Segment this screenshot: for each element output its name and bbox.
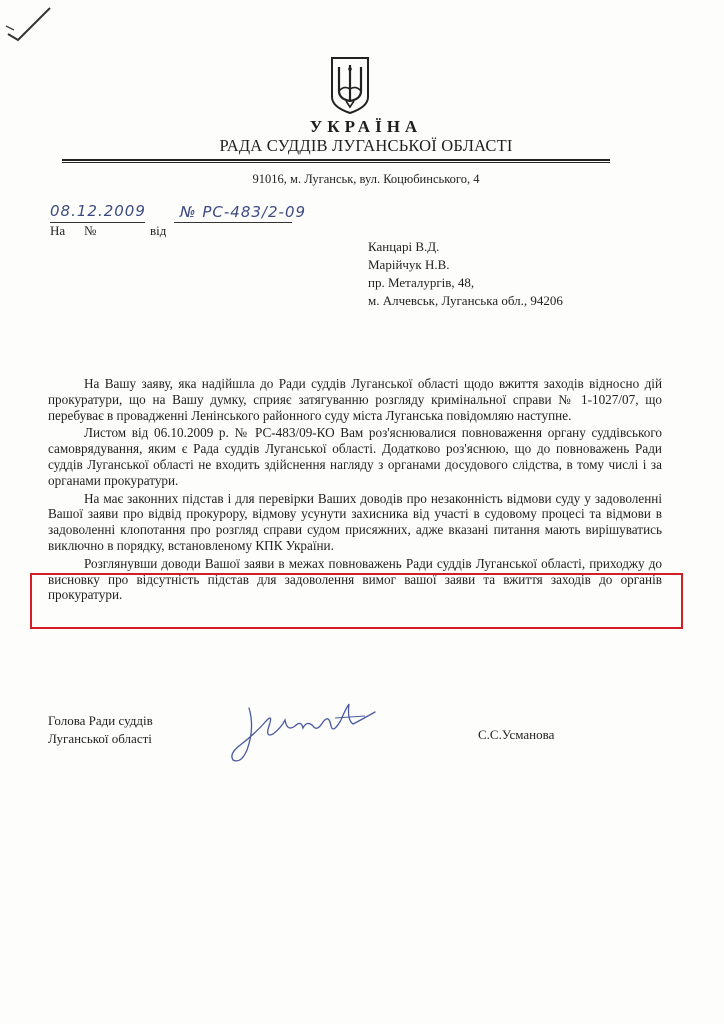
ref-na-label: На [50, 223, 66, 238]
ref-number-label: № [84, 223, 97, 238]
council-title: РАДА СУДДІВ ЛУГАНСЬКОЇ ОБЛАСТІ [219, 136, 513, 155]
handwritten-date: 08.12.2009 [50, 202, 146, 220]
body-paragraph: На Вашу заяву, яка надійшла до Ради суддів Луганської області щодо вжиття заходів відносно дій прокуратури, що на Вашу думку, сприяє затягуванню розгляду кримінальної справи № 1-1027/07, що перебуває в провадженні Ленінського районного суду міста Луганська повідомляю наступне. [48, 376, 662, 423]
corner-check-mark [4, 4, 54, 44]
position-line: Луганської області [48, 731, 152, 746]
number-underline [174, 222, 292, 223]
recipient-line: пр. Металургів, 48, [368, 275, 475, 290]
recipient-line: м. Алчевськ, Луганська обл., 94206 [368, 293, 563, 308]
body-paragraph-conclusion: Розглянувши доводи Вашої заяви в межах повноважень Ради суддів Луганської області, приходжу до висновку про відсутність підстав для задоволення вимог вашої заяви та вжиття заходів до органів прокуратури. [48, 555, 662, 603]
signatory-position [48, 712, 153, 748]
position-line: Голова Ради суддів [48, 713, 153, 728]
trident-emblem-icon [329, 55, 371, 115]
recipient-line: Канцарі В.Д. [368, 239, 440, 254]
country-title: УКРАЇНА [309, 117, 423, 136]
header-rule [62, 159, 610, 161]
recipient-line: Марійчук Н.В. [368, 257, 450, 272]
ref-from-label: від [150, 223, 167, 238]
body-paragraph: Листом від 06.10.2009 р. № РС-483/09-КО Вам роз'яснювалися повноваження органу суддівського самоврядування, яким є Рада суддів Луганської області. Додатково роз'яснюю, що до повноважень Ради суддів Луганської області не входить здійснення нагляду з органами досудового слідства, в тому числі і за органами прокуратури. [48, 425, 662, 488]
handwritten-signature [225, 698, 385, 768]
highlight-box [30, 573, 683, 629]
signatory-name: С.С.Усманова [478, 727, 555, 742]
handwritten-number: № РС-483/2-09 [180, 203, 307, 221]
letter-body [48, 376, 662, 605]
header-rule-thin [62, 162, 610, 163]
council-address: 91016, м. Луганськ, вул. Коцюбинського, 4 [252, 172, 480, 186]
body-paragraph: На має законних підстав і для перевірки Ваших доводів про незаконність відмови суду у задоволенні Вашої заяви про відвід прокурору, відмову усунути захисника від участі в судовому процесі та відмови в задоволенні клопотання про розгляд справи судом присяжних, адже вказані питання мають вирішуватись виключно в порядку, встановленому КПК України. [48, 490, 662, 553]
recipient-block [368, 238, 563, 310]
